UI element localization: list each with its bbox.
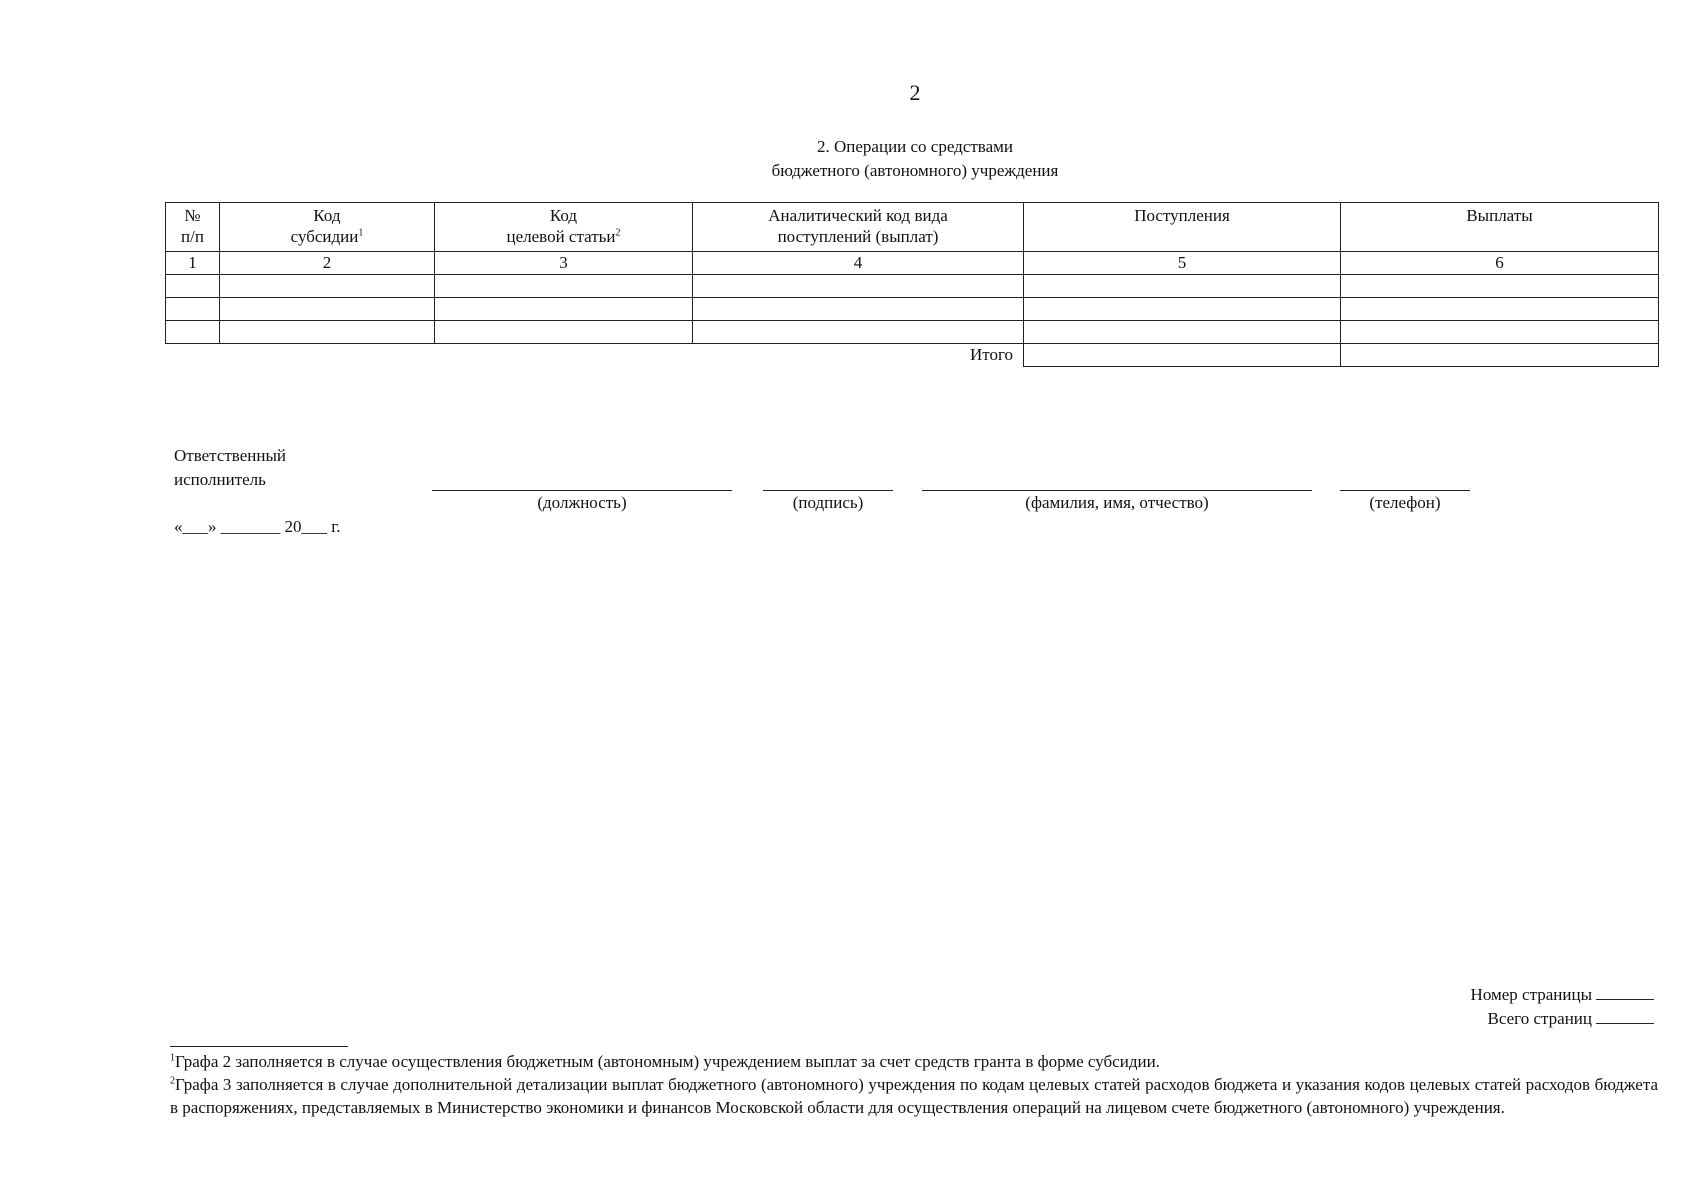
header-label: Поступления [1134, 206, 1230, 225]
table-cell[interactable] [1024, 321, 1341, 344]
table-cell[interactable] [435, 298, 693, 321]
total-row [166, 344, 1659, 367]
header-cell-receipts [1024, 203, 1341, 252]
header-label: поступлений (выплат) [777, 227, 939, 246]
header-label: Код [313, 206, 341, 225]
total-pages-field [1471, 1007, 1654, 1031]
column-number: 5 [1024, 252, 1341, 275]
table-cell[interactable] [435, 275, 693, 298]
table-cell[interactable] [1341, 321, 1659, 344]
table-cell[interactable] [220, 321, 435, 344]
header-label: Выплаты [1466, 206, 1533, 225]
column-number: 6 [1341, 252, 1659, 275]
table-cell[interactable] [693, 298, 1024, 321]
footnote-1 [170, 1050, 1658, 1073]
column-number: 4 [693, 252, 1024, 275]
footnote-mark: 2 [170, 1075, 175, 1087]
table-cell[interactable] [166, 321, 220, 344]
total-receipts-cell[interactable] [1024, 344, 1341, 367]
date-line: «___» _______ 20___ г. [174, 517, 341, 536]
table-row [166, 298, 1659, 321]
page-number-blank[interactable] [1596, 985, 1654, 1000]
column-number: 1 [166, 252, 220, 275]
table-cell[interactable] [166, 275, 220, 298]
table-row [166, 275, 1659, 298]
position-line[interactable] [432, 490, 732, 491]
header-label: субсидии$^1$ [290, 227, 364, 246]
footnote-2 [170, 1073, 1658, 1119]
section-title [0, 135, 1697, 183]
column-number: 2 [220, 252, 435, 275]
table-header-row [166, 203, 1659, 252]
table-cell[interactable] [220, 275, 435, 298]
header-label: № [184, 206, 201, 225]
page-number-label: Номер страницы [1470, 985, 1592, 1004]
responsible-executor-line2: исполнитель [174, 470, 266, 489]
table-cell[interactable] [1024, 275, 1341, 298]
signature-line[interactable] [763, 490, 893, 491]
table-cell[interactable] [435, 321, 693, 344]
total-pages-blank[interactable] [1596, 1009, 1654, 1024]
total-label: Итого [969, 345, 1013, 365]
column-number: 3 [435, 252, 693, 275]
total-payments-cell[interactable] [1341, 344, 1659, 367]
phone-line[interactable] [1340, 490, 1470, 491]
column-number-row [166, 252, 1659, 275]
table-cell[interactable] [1341, 298, 1659, 321]
table-cell[interactable] [693, 275, 1024, 298]
footnote-mark: 1 [358, 227, 364, 239]
header-label: Аналитический код вида [768, 206, 948, 225]
responsible-executor-line1: Ответственный [174, 446, 286, 465]
page-number: 2 [909, 80, 921, 105]
table-row [166, 321, 1659, 344]
header-label: Код [549, 206, 578, 225]
footnote-mark: 1 [170, 1052, 175, 1064]
header-cell-payments [1341, 203, 1659, 252]
header-cell-analytic-code [693, 203, 1024, 252]
section-title-line1: 2. Операции со средствами [817, 137, 1013, 156]
table-cell[interactable] [166, 298, 220, 321]
footnote-text: Графа 3 заполняется в случае дополнительной детализации выплат бюджетного (автономного) учреждения по кодам целевых статей расходов бюджета и указания кодов целевых статей расходов бюджета в распоряжениях, представляемых в Министерство экономики и финансов Московской области для осуществления операций на лицевом счете бюджетного (автономного) учреждения. [170, 1075, 1658, 1117]
page-counter [1471, 983, 1654, 1031]
phone-caption: (телефон) [1369, 493, 1441, 512]
operations-table [165, 202, 1659, 367]
header-cell-target-article-code [435, 203, 693, 252]
header-label: п/п [181, 227, 204, 246]
table-cell[interactable] [1341, 275, 1659, 298]
full-name-line[interactable] [922, 490, 1312, 491]
header-cell-subsidy-code [220, 203, 435, 252]
header-label: целевой статьи$^2$ [506, 227, 621, 246]
page-number-field [1471, 983, 1654, 1007]
total-pages-label: Всего страниц [1487, 1009, 1592, 1028]
header-cell-number [166, 203, 220, 252]
footnote-text: Графа 2 заполняется в случае осуществления бюджетным (автономным) учреждением выплат за счет средств гранта в форме субсидии. [175, 1052, 1160, 1071]
section-title-line2: бюджетного (автономного) учреждения [771, 161, 1059, 180]
footnote-divider [170, 1046, 348, 1047]
responsible-executor-label [174, 444, 286, 492]
footnote-mark: 2 [615, 227, 621, 239]
full-name-caption: (фамилия, имя, отчество) [1025, 493, 1209, 512]
position-caption: (должность) [537, 493, 627, 512]
footnotes [170, 1050, 1658, 1119]
table-cell[interactable] [220, 298, 435, 321]
table-cell[interactable] [693, 321, 1024, 344]
table-cell[interactable] [1024, 298, 1341, 321]
signature-caption: (подпись) [792, 493, 864, 512]
